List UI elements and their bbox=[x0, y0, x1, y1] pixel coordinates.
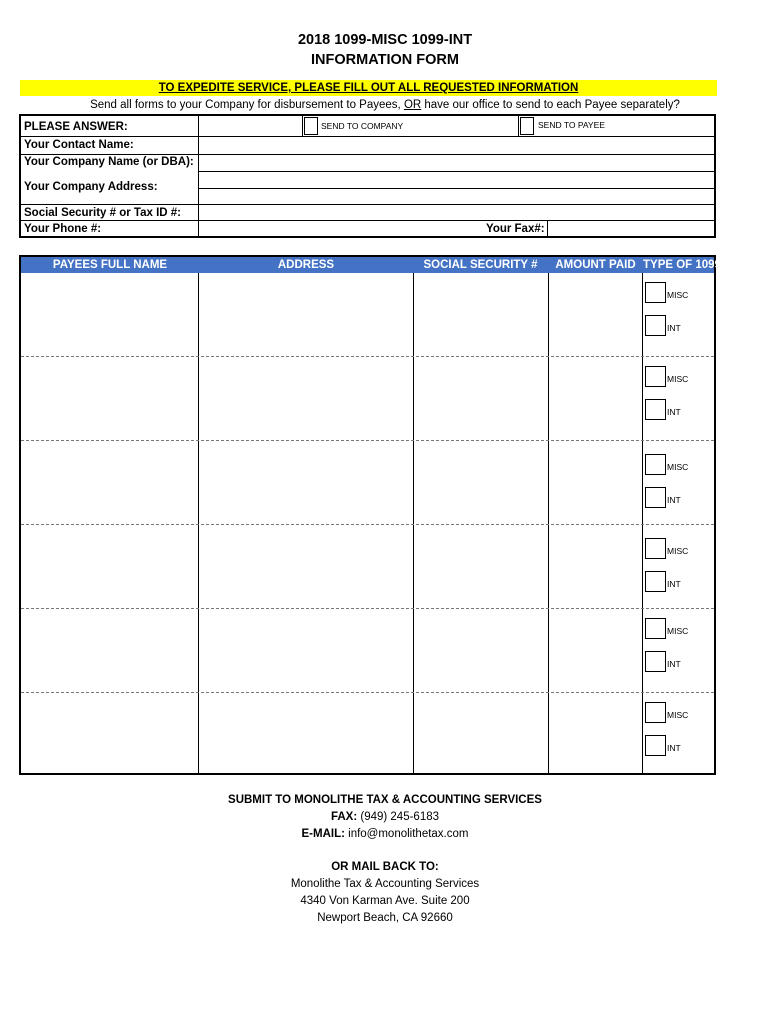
payee-name-cell[interactable] bbox=[21, 358, 198, 440]
send-question-or: OR bbox=[403, 99, 422, 111]
int-checkbox[interactable] bbox=[645, 651, 666, 672]
payee-row bbox=[21, 526, 714, 608]
company-address-label: Your Company Address: bbox=[24, 181, 158, 193]
send-to-payee-checkbox[interactable] bbox=[520, 117, 534, 135]
fax-label: Your Fax#: bbox=[486, 223, 545, 235]
payee-row bbox=[21, 610, 714, 692]
header-address: ADDRESS bbox=[277, 259, 335, 271]
expedite-notice: TO EXPEDITE SERVICE, PLEASE FILL OUT ALL REQUESTED INFORMATION bbox=[20, 80, 717, 96]
payee-address-cell[interactable] bbox=[199, 526, 413, 608]
ssn-tax-id-label: Social Security # or Tax ID #: bbox=[24, 207, 182, 219]
payee-address-cell[interactable] bbox=[199, 274, 413, 356]
please-answer-label: PLEASE ANSWER: bbox=[24, 121, 128, 133]
misc-label: MISC bbox=[667, 462, 689, 472]
send-question-part1: Send all forms to your Company for disbursement to Payees, bbox=[90, 99, 404, 111]
payees-table-header bbox=[21, 257, 721, 273]
misc-label: MISC bbox=[667, 374, 689, 384]
payee-address-cell[interactable] bbox=[199, 358, 413, 440]
payee-amount-cell[interactable] bbox=[549, 358, 642, 440]
misc-label: MISC bbox=[667, 710, 689, 720]
submit-heading: SUBMIT TO MONOLITHE TAX & ACCOUNTING SERVICES bbox=[228, 794, 542, 806]
payee-address-cell[interactable] bbox=[199, 694, 413, 773]
contact-name-label: Your Contact Name: bbox=[24, 139, 134, 151]
email-line bbox=[0, 826, 770, 843]
header-payee-name: PAYEES FULL NAME bbox=[52, 259, 168, 271]
misc-checkbox[interactable] bbox=[645, 618, 666, 639]
misc-label: MISC bbox=[667, 626, 689, 636]
fax-field[interactable] bbox=[548, 221, 714, 236]
mailing-address-line2: 4340 Von Karman Ave. Suite 200 bbox=[300, 895, 470, 907]
payee-amount-cell[interactable] bbox=[549, 610, 642, 692]
int-label: INT bbox=[667, 323, 681, 333]
form-subtitle: INFORMATION FORM bbox=[311, 52, 459, 68]
mailing-address-line3: Newport Beach, CA 92660 bbox=[317, 912, 453, 924]
header-type-1099: TYPE OF 1099 bbox=[643, 259, 721, 271]
form-title: 2018 1099-MISC 1099-INT bbox=[297, 32, 473, 48]
payee-ssn-cell[interactable] bbox=[414, 526, 548, 608]
contact-name-field[interactable] bbox=[199, 137, 714, 154]
ssn-tax-id-field[interactable] bbox=[199, 205, 714, 220]
phone-field[interactable] bbox=[199, 221, 484, 236]
int-checkbox[interactable] bbox=[645, 487, 666, 508]
payees-table bbox=[19, 255, 721, 775]
fax-line-label: FAX: bbox=[330, 811, 358, 823]
int-label: INT bbox=[667, 659, 681, 669]
int-checkbox[interactable] bbox=[645, 315, 666, 336]
int-checkbox[interactable] bbox=[645, 571, 666, 592]
int-label: INT bbox=[667, 579, 681, 589]
payee-name-cell[interactable] bbox=[21, 610, 198, 692]
fax-number: (949) 245-6183 bbox=[357, 811, 440, 823]
payee-address-cell[interactable] bbox=[199, 610, 413, 692]
company-name-field[interactable] bbox=[199, 155, 714, 171]
contact-info-table bbox=[19, 114, 716, 238]
payee-ssn-cell[interactable] bbox=[414, 610, 548, 692]
payee-name-cell[interactable] bbox=[21, 694, 198, 773]
header-amount-paid: AMOUNT PAID bbox=[555, 259, 636, 271]
company-address-field[interactable] bbox=[199, 172, 714, 204]
misc-checkbox[interactable] bbox=[645, 454, 666, 475]
mailing-address-line1: Monolithe Tax & Accounting Services bbox=[290, 878, 480, 890]
misc-label: MISC bbox=[667, 290, 689, 300]
payee-name-cell[interactable] bbox=[21, 526, 198, 608]
fax-line bbox=[0, 809, 770, 826]
payee-row bbox=[21, 358, 714, 440]
payee-address-cell[interactable] bbox=[199, 442, 413, 524]
int-checkbox[interactable] bbox=[645, 399, 666, 420]
header-ssn: SOCIAL SECURITY # bbox=[423, 259, 538, 271]
payee-amount-cell[interactable] bbox=[549, 694, 642, 773]
payee-name-cell[interactable] bbox=[21, 274, 198, 356]
send-to-company-checkbox[interactable] bbox=[304, 117, 318, 135]
payee-amount-cell[interactable] bbox=[549, 526, 642, 608]
send-to-payee-label: SEND TO PAYEE bbox=[538, 120, 605, 130]
payee-ssn-cell[interactable] bbox=[414, 694, 548, 773]
send-question bbox=[0, 97, 770, 113]
misc-checkbox[interactable] bbox=[645, 366, 666, 387]
email-address: info@monolithetax.com bbox=[344, 828, 469, 840]
payee-row bbox=[21, 274, 714, 356]
payee-name-cell[interactable] bbox=[21, 442, 198, 524]
misc-checkbox[interactable] bbox=[645, 282, 666, 303]
payee-ssn-cell[interactable] bbox=[414, 274, 548, 356]
company-name-label: Your Company Name (or DBA): bbox=[24, 156, 194, 168]
int-label: INT bbox=[667, 495, 681, 505]
email-label: E-MAIL: bbox=[301, 828, 345, 840]
send-question-part2: have our office to send to each Payee separately? bbox=[421, 99, 680, 111]
payee-ssn-cell[interactable] bbox=[414, 442, 548, 524]
payee-ssn-cell[interactable] bbox=[414, 358, 548, 440]
int-checkbox[interactable] bbox=[645, 735, 666, 756]
int-label: INT bbox=[667, 743, 681, 753]
payee-row bbox=[21, 442, 714, 524]
mail-back-heading: OR MAIL BACK TO: bbox=[331, 861, 439, 873]
phone-label: Your Phone #: bbox=[24, 223, 102, 235]
misc-checkbox[interactable] bbox=[645, 702, 666, 723]
misc-checkbox[interactable] bbox=[645, 538, 666, 559]
payee-amount-cell[interactable] bbox=[549, 442, 642, 524]
payee-row bbox=[21, 694, 714, 773]
misc-label: MISC bbox=[667, 546, 689, 556]
payee-amount-cell[interactable] bbox=[549, 274, 642, 356]
send-to-company-label: SEND TO COMPANY bbox=[321, 121, 404, 131]
int-label: INT bbox=[667, 407, 681, 417]
